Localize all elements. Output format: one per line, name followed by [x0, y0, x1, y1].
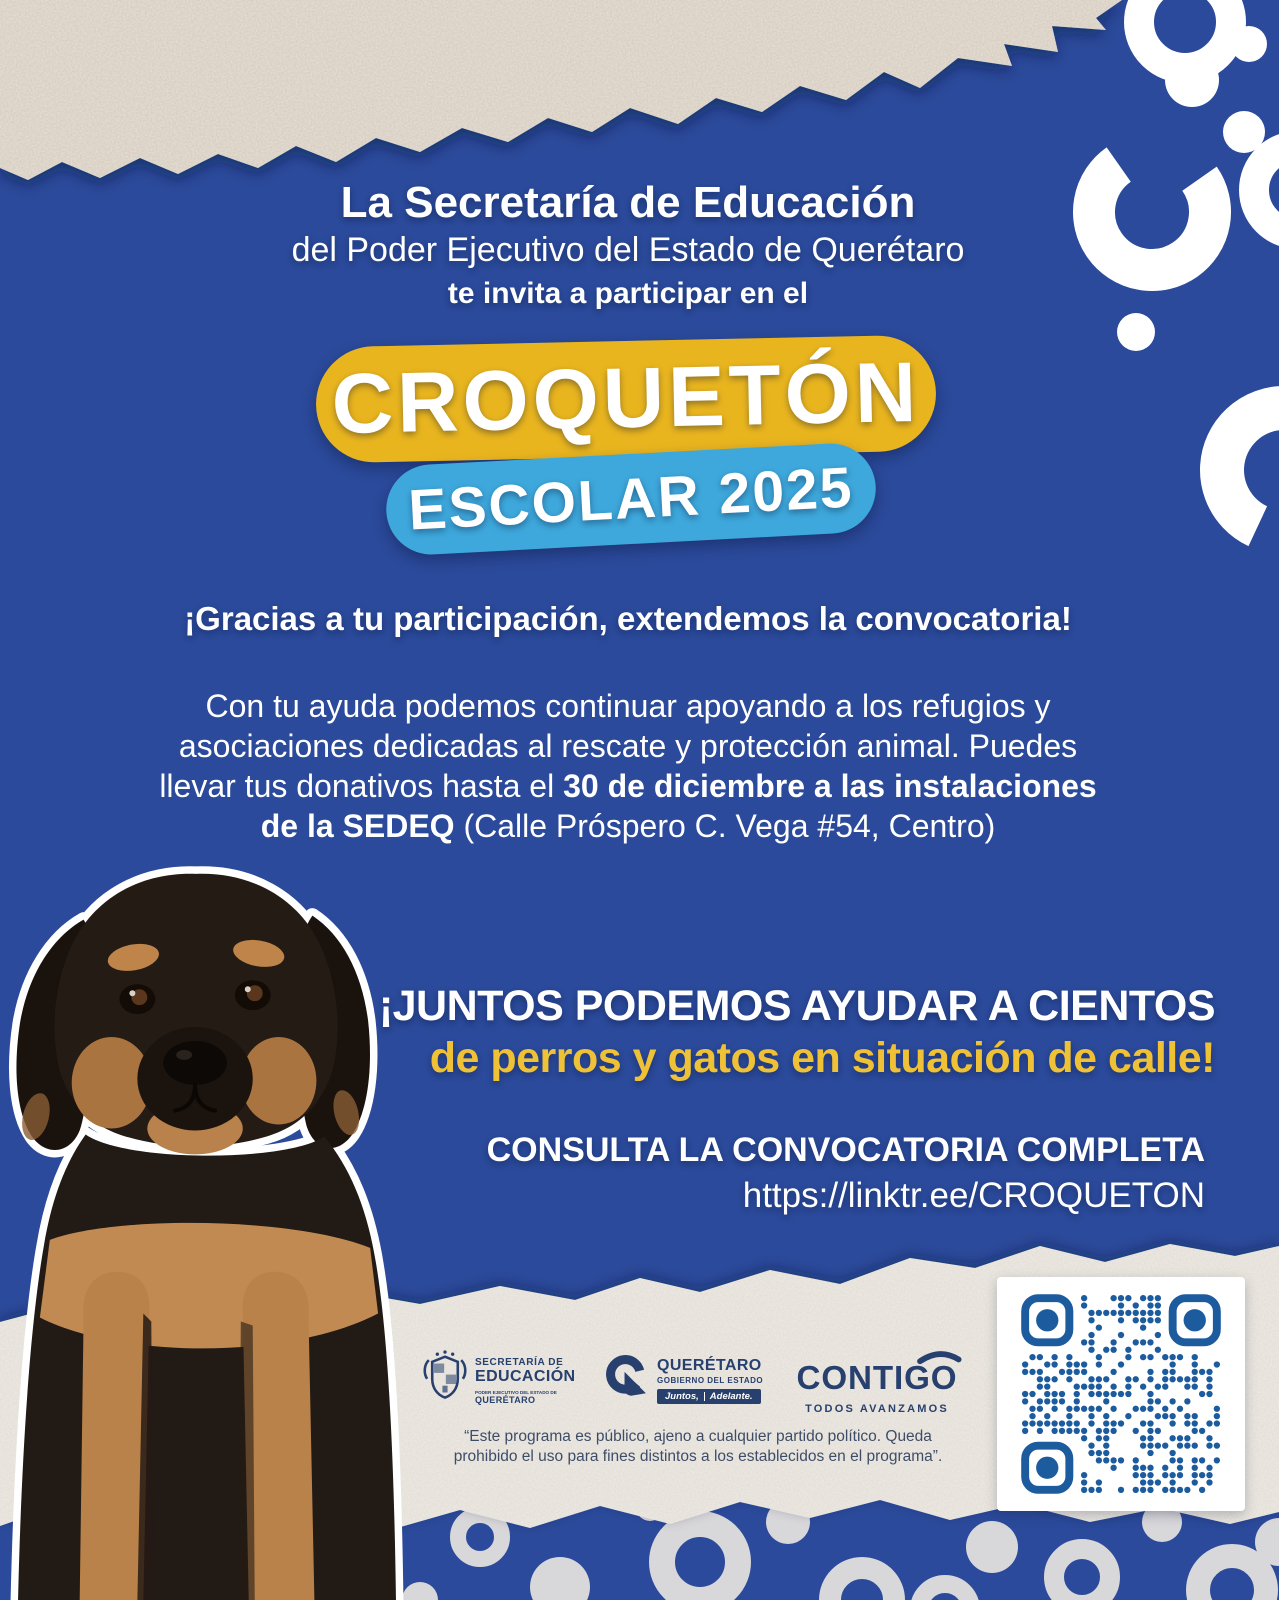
juntos-adelante-badge: Juntos, Adelante. [657, 1389, 761, 1404]
cta-convocatoria-block [487, 1128, 1205, 1218]
logo-contigo [784, 1346, 970, 1415]
qr-pattern [1014, 1287, 1228, 1501]
edu-name-label: EDUCACIÓN [475, 1368, 576, 1385]
logo-secretaria-educacion [422, 1349, 576, 1407]
body-line-2: asociaciones dedicadas al rescate y protección animal. Puedes [178, 728, 1078, 764]
badge-divider [704, 1392, 705, 1401]
contigo-wordmark [784, 1346, 970, 1398]
title-badge-text: CROQUETÓN [330, 344, 922, 453]
qro-sub-label: GOBIERNO DEL ESTADO [657, 1376, 764, 1385]
dog-body [18, 1134, 396, 1600]
org-subtitle: del Poder Ejecutivo del Estado de Querétaro [291, 231, 965, 269]
org-title: La Secretaría de Educación [340, 178, 916, 227]
body-line-4: de la SEDEQ (Calle Próspero C. Vega #54, Centro) [260, 808, 996, 844]
subtitle-badge-text: ESCOLAR 2025 [406, 455, 856, 543]
dog-right-eye [235, 980, 271, 1010]
cta-help-line-white: ¡JUNTOS PODEMOS AYUDAR A CIENTOS [378, 982, 1215, 1030]
legal-disclaimer: “Este programa es público, ajeno a cualquier partido político. Queda prohibido el uso para fines distintos a los establecidos en el programa”. [453, 1428, 943, 1465]
qr-code [997, 1277, 1245, 1511]
body-paragraph [0, 686, 1256, 846]
qro-name-label: QUERÉTARO [657, 1357, 762, 1374]
convocatoria-link[interactable]: https://linktr.ee/CROQUETON [742, 1176, 1205, 1215]
title-badge-croqueton [315, 335, 937, 464]
dog-nose [163, 1041, 227, 1085]
edu-dept-label: SECRETARÍA DE [475, 1357, 564, 1368]
logo-gobierno-queretaro [604, 1352, 763, 1404]
announcement-line: ¡Gracias a tu participación, extendemos la convocatoria! [184, 600, 1072, 637]
body-line-1: Con tu ayuda podemos continuar apoyando a los refugios y [205, 688, 1051, 724]
cta-help-line-yellow: de perros y gatos en situación de calle! [429, 1034, 1215, 1082]
edu-tiny-state: QUERÉTARO [475, 1395, 536, 1405]
cta-help-block [379, 980, 1215, 1084]
body-line-3: llevar tus donativos hasta el 30 de diciembre a las instalaciones [159, 768, 1097, 804]
q-gobierno-icon [604, 1352, 650, 1400]
contigo-tagline: TODOS AVANZAMOS [805, 1403, 949, 1415]
puppy-photo [0, 846, 428, 1600]
invite-line: te invita a participar en el [447, 277, 809, 310]
dog-left-eye [119, 984, 155, 1014]
escudo-queretaro-icon [422, 1349, 468, 1407]
svg-text:CONTIGO: CONTIGO [796, 1360, 958, 1398]
edu-tiny-line: PODER EJECUTIVO DEL ESTADO DE [475, 1390, 557, 1395]
consulta-title: CONSULTA LA CONVOCATORIA COMPLETA [486, 1131, 1205, 1169]
